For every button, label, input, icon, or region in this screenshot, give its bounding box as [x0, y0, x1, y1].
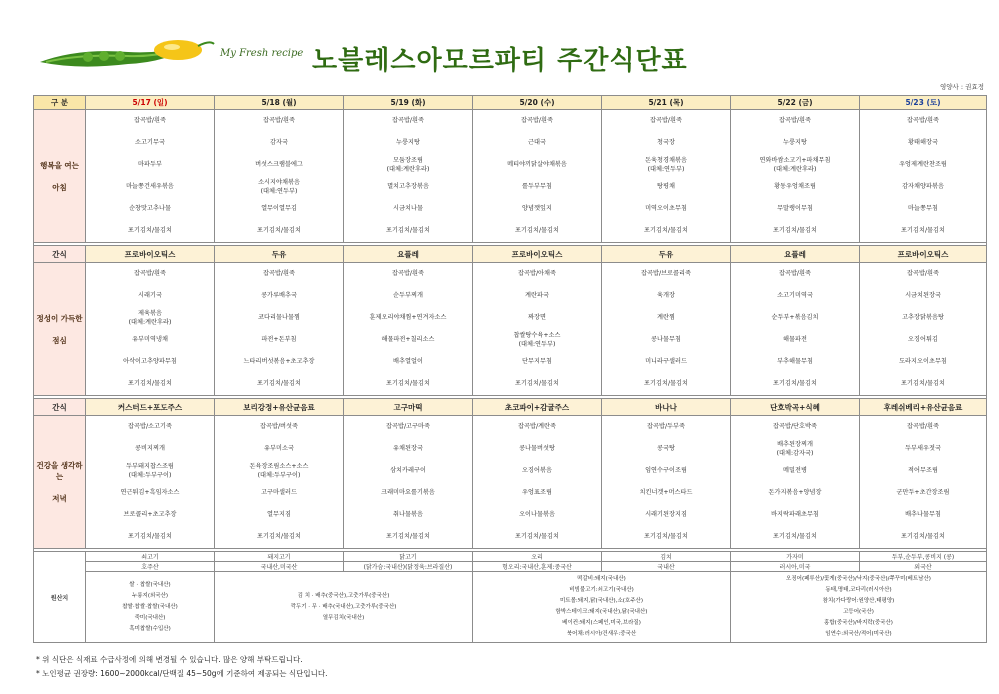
- menu-item: 브로콜리+초고추장: [123, 511, 177, 518]
- menu-item: 포기김치/물김치: [901, 380, 945, 387]
- menu-item: 콩비지찌개: [135, 445, 165, 452]
- menu-item: 크래미마요롤기볶음: [381, 489, 435, 496]
- menu-item: 잡곡밥/흰죽: [521, 117, 553, 124]
- lunch-day-cell: [731, 263, 860, 396]
- menu-item: 배추된장찌개 (대체:감자국): [776, 441, 814, 457]
- afternoon-snack-label: 간식: [34, 399, 86, 416]
- origin-line: 미트볼:돼지,닭(국내산),소(호주산): [559, 598, 643, 604]
- menu-item: 잡곡밥/흰죽: [650, 117, 682, 124]
- origin-line: 흑미찹쌀(수입산): [129, 625, 171, 632]
- menu-item: 군만두+초간장조림: [896, 489, 950, 496]
- snack-item: 프로바이오틱스: [86, 246, 215, 263]
- day-header: 5/17 (일): [86, 96, 215, 110]
- origin-source-row: [34, 562, 987, 572]
- menu-item: 잡곡밥/단호박죽: [773, 423, 817, 430]
- menu-item: 코다리물나물찜: [258, 314, 300, 321]
- menu-item: 콩국탕: [657, 445, 675, 452]
- menu-item: 포기김치/물김치: [386, 380, 430, 387]
- menu-item: 포기김치/물김치: [128, 380, 172, 387]
- menu-item: 돈육청경채볶음 (대체:연두부): [645, 157, 687, 173]
- origin-item-source: 러시아,미국: [731, 562, 860, 572]
- menu-item: 파전+돈부침: [261, 336, 297, 343]
- origin-item-source: 국내산,미국산: [215, 562, 344, 572]
- snack-item: 요플레: [731, 246, 860, 263]
- snack-item: 보리강정+유산균음료: [215, 399, 344, 416]
- origin-line: 홍합(중국산)/바지락(중국산): [824, 620, 893, 626]
- menu-item: 포기김치/물김치: [257, 533, 301, 540]
- menu-item: 잡곡밥/아채죽: [518, 270, 556, 277]
- snack-item: 단호박곡+식혜: [731, 399, 860, 416]
- menu-item: 마파두부: [138, 161, 162, 168]
- breakfast-day-cell: [473, 110, 602, 243]
- day-header-row: [34, 96, 987, 110]
- menu-item: 양념깻잎지: [522, 205, 552, 212]
- origin-line: 비빔불고기:쇠고기(국내산): [569, 587, 634, 593]
- origin-detail-cell: [473, 572, 731, 643]
- menu-item: 잡곡밥/흰죽: [779, 270, 811, 277]
- origin-line: 쌀 · 찹쌀(국내산): [129, 581, 171, 588]
- menu-item: 감자국: [270, 139, 288, 146]
- menu-item: 고구마샐러드: [261, 489, 297, 496]
- origin-item-name: 쇠고기: [86, 552, 215, 562]
- menu-item: 시금치된장국: [905, 292, 941, 299]
- breakfast-day-cell: [860, 110, 987, 243]
- dietitian-name: 영양사 : 권효정: [940, 83, 984, 91]
- menu-item: 돈육장조림소스+소스 (대체:두부구이): [249, 463, 309, 479]
- origin-line: 동태,명태,코다리(러시아산): [825, 587, 892, 593]
- menu-item: 포기김치/물김치: [386, 227, 430, 234]
- menu-item: 시금치나물: [393, 205, 423, 212]
- menu-item: 오징어볶음: [522, 467, 552, 474]
- snack-item: 요플레: [344, 246, 473, 263]
- menu-item: 무말랭이무침: [777, 205, 813, 212]
- menu-item: 삼치카레구이: [390, 467, 426, 474]
- menu-item: 잡곡밥/버섯죽: [260, 423, 298, 430]
- menu-item: 배추나물무침: [905, 511, 941, 518]
- menu-item: 잡곡밥/흰죽: [134, 117, 166, 124]
- menu-item: 포기김치/물김치: [773, 380, 817, 387]
- lunch-label: 정성이 가득한 점심: [34, 263, 86, 396]
- menu-item: 열무지짐: [267, 511, 291, 518]
- breakfast-day-cell: [731, 110, 860, 243]
- breakfast-day-cell: [602, 110, 731, 243]
- snack-item: 후레쉬베리+유산균음료: [860, 399, 987, 416]
- menu-item: 단무지무침: [522, 358, 552, 365]
- menu-item: 포기김치/물김치: [515, 380, 559, 387]
- menu-item: 포기김치/물김치: [128, 227, 172, 234]
- menu-item: 소고기무국: [135, 139, 165, 146]
- menu-item: 치킨너겟+머스타드: [639, 489, 693, 496]
- origin-item-source: 헝오리:국내산,훈제:중국산: [473, 562, 602, 572]
- origin-line: 찹쌀·찹쌀·찹쌀(국내산): [122, 603, 178, 610]
- menu-item: 버섯스크램블에그: [255, 161, 303, 168]
- origin-line: 베이컨:돼지(스페인,미국,브라질): [562, 620, 641, 626]
- dinner-label: 건강을 생각하는 저녁: [34, 416, 86, 549]
- snack-item: 바나나: [602, 399, 731, 416]
- menu-item: 콩나물무침: [651, 336, 681, 343]
- peapod-logo-icon: [38, 40, 216, 70]
- menu-item: 시래기국: [138, 292, 162, 299]
- dinner-row: [34, 416, 987, 549]
- origin-line: 고등어(국산): [843, 609, 874, 615]
- menu-item: 연근튀김+흑임자소스: [120, 489, 180, 496]
- morning-snack-label: 간식: [34, 246, 86, 263]
- menu-item: 포기김치/물김치: [773, 227, 817, 234]
- origin-item-source: 호주산: [86, 562, 215, 572]
- menu-item: 포기김치/물김치: [128, 533, 172, 540]
- origin-line: 북어채:러시아/건새우:중국산: [566, 631, 637, 637]
- menu-item: 찹쌀탕수육+소스 (대체:연두부): [513, 332, 561, 348]
- menu-item: 두부새우젓국: [905, 445, 941, 452]
- lunch-day-cell: [860, 263, 987, 396]
- menu-item: 도라지오이초무침: [899, 358, 947, 365]
- menu-item: 잡곡밥/흰죽: [263, 270, 295, 277]
- origin-item-name: 오리: [473, 552, 602, 562]
- menu-item: 포기김치/물김치: [773, 533, 817, 540]
- menu-item: 바지락파래초무침: [771, 511, 819, 518]
- page-title: 노블레스아모르파티 주간식단표: [312, 46, 688, 76]
- brand-text: My Fresh recipe: [220, 48, 304, 59]
- menu-item: 포기김치/물김치: [515, 533, 559, 540]
- menu-item: 적어무조림: [908, 467, 938, 474]
- note-line: * 위 식단은 식재료 수급사정에 의해 변경될 수 있습니다. 많은 양해 부탁드립니다.: [36, 655, 303, 664]
- menu-item: 부추해물무침: [777, 358, 813, 365]
- menu-item: 황태해장국: [908, 139, 938, 146]
- menu-item: 포기김치/물김치: [901, 227, 945, 234]
- menu-item: 누룽지탕: [783, 139, 807, 146]
- menu-item: 순창맛고추나물: [129, 205, 171, 212]
- lunch-day-cell: [344, 263, 473, 396]
- origin-label: 원산지: [34, 552, 86, 643]
- menu-item: 잡곡밥/흰죽: [907, 270, 939, 277]
- menu-item: 모둠장조림 (대체:계란후라): [386, 157, 430, 173]
- dinner-day-cell: [344, 416, 473, 549]
- menu-item: 잡곡밥/흰죽: [907, 423, 939, 430]
- origin-item-name: 두부,순두부,콩비지 (콩): [860, 552, 987, 562]
- weekly-menu-table: [33, 95, 987, 643]
- menu-item: 잡곡밥/계란죽: [518, 423, 556, 430]
- day-header: 5/18 (월): [215, 96, 344, 110]
- day-header: 5/22 (금): [731, 96, 860, 110]
- menu-item: 포기김치/물김치: [644, 380, 688, 387]
- snack-item: 프로바이오틱스: [473, 246, 602, 263]
- menu-item: 짜장면: [528, 314, 546, 321]
- origin-line: 죽미(국내산): [134, 614, 166, 621]
- dinner-day-cell: [602, 416, 731, 549]
- menu-item: 제육볶음 (대체:계란후라): [128, 310, 172, 326]
- menu-item: 근대국: [528, 139, 546, 146]
- origin-line: 누룽지(외국산): [131, 592, 169, 599]
- menu-item: 유부미소국: [264, 445, 294, 452]
- menu-item: 멸치고추장볶음: [387, 183, 429, 190]
- menu-item: 잡곡밥/흰죽: [779, 117, 811, 124]
- morning-snack-row: [34, 246, 987, 263]
- day-header: 5/21 (목): [602, 96, 731, 110]
- menu-item: 시래기된장지짐: [645, 511, 687, 518]
- origin-detail-row: [34, 572, 987, 643]
- menu-item: 해물파전+칠리소스: [381, 336, 435, 343]
- menu-item: 돈가지볶음+양념장: [768, 489, 822, 496]
- menu-item: 순두부찌개: [393, 292, 423, 299]
- menu-item: 잡곡밥/흰죽: [907, 117, 939, 124]
- menu-item: 메티야끼닭살야채볶음: [507, 161, 567, 168]
- breakfast-day-cell: [344, 110, 473, 243]
- menu-item: 느타리버섯볶음+초고추장: [243, 358, 315, 365]
- menu-item: 고추장닭볶음탕: [902, 314, 944, 321]
- menu-item: 잡곡밥/흰죽: [392, 270, 424, 277]
- menu-item: 오징어튀김: [908, 336, 938, 343]
- menu-item: 포기김치/물김치: [257, 227, 301, 234]
- lunch-day-cell: [602, 263, 731, 396]
- snack-item: 초코파이+감귤주스: [473, 399, 602, 416]
- menu-item: 소시지야채볶음 (대체:연두부): [258, 179, 300, 195]
- menu-item: 포기김치/물김치: [644, 533, 688, 540]
- snack-item: 고구마떡: [344, 399, 473, 416]
- menu-item: 두부돼지찹스조림 (대체:두부구이): [126, 463, 174, 479]
- dinner-day-cell: [473, 416, 602, 549]
- menu-item: 잡곡밥/브로콜리죽: [641, 270, 691, 277]
- menu-item: 황동우엉채조림: [774, 183, 816, 190]
- origin-line: 김 치 · 배추(중국산),고춧가루(중국산): [297, 592, 390, 599]
- page-header: [0, 0, 999, 91]
- day-header: 5/20 (수): [473, 96, 602, 110]
- origin-line: 참치(가다랑어:원양산,태평양): [822, 598, 895, 604]
- origin-line: 함박스테이크:돼지(국내산),닭(국내산): [555, 609, 648, 615]
- menu-item: 잡곡밥/소고기죽: [128, 423, 172, 430]
- origin-item-name: 돼지고기: [215, 552, 344, 562]
- menu-item: 열무이열무김: [261, 205, 297, 212]
- day-header: 5/19 (화): [344, 96, 473, 110]
- day-header: 5/23 (토): [860, 96, 987, 110]
- origin-line: 열무김치(국내산): [322, 614, 365, 621]
- menu-item: 포기김치/물김치: [515, 227, 559, 234]
- menu-item: 육개장: [657, 292, 675, 299]
- footnotes: [36, 653, 328, 681]
- origin-item-source: 국내산: [602, 562, 731, 572]
- snack-item: 프로바이오틱스: [860, 246, 987, 263]
- menu-item: 롤두부무침: [522, 183, 552, 190]
- menu-item: 마늘쫑건새우볶음: [126, 183, 174, 190]
- menu-item: 소고기미역국: [777, 292, 813, 299]
- origin-line: 깍두기 · 무 · 배추(국내산),고춧가루(중국산): [290, 603, 397, 610]
- menu-item: 연와바쌈소고기+파채무침 (대체:계란후라): [759, 157, 831, 173]
- menu-item: 취나물볶음: [393, 511, 423, 518]
- dinner-day-cell: [731, 416, 860, 549]
- origin-detail-cell: [215, 572, 473, 643]
- origin-detail-cell: [731, 572, 987, 643]
- menu-item: 메밀전병: [783, 467, 807, 474]
- menu-item: 감자채양파볶음: [902, 183, 944, 190]
- lunch-day-cell: [215, 263, 344, 396]
- menu-item: 유채된장국: [393, 445, 423, 452]
- menu-item: 해물파전: [783, 336, 807, 343]
- snack-item: 커스터드+포도주스: [86, 399, 215, 416]
- menu-item: 임연수구이조림: [645, 467, 687, 474]
- snack-item: 두유: [215, 246, 344, 263]
- lunch-day-cell: [86, 263, 215, 396]
- menu-item: 포기김치/물김치: [901, 533, 945, 540]
- menu-item: 포기김치/물김치: [257, 380, 301, 387]
- breakfast-day-cell: [215, 110, 344, 243]
- breakfast-label: 행복을 여는 아침: [34, 110, 86, 243]
- lunch-day-cell: [473, 263, 602, 396]
- lunch-row: [34, 263, 987, 396]
- gubun-header: 구 분: [34, 96, 86, 110]
- breakfast-row: [34, 110, 987, 243]
- menu-item: 유부미역냉채: [132, 336, 168, 343]
- origin-line: 오징어(페루산)/꽃게(중국산)/낙지(중국산)/쭈꾸미(베트남산): [786, 576, 931, 582]
- menu-item: 아삭이고추양파무침: [123, 358, 177, 365]
- afternoon-snack-row: [34, 399, 987, 416]
- menu-item: 잡곡밥/두부죽: [647, 423, 685, 430]
- menu-item: 오이나물볶음: [519, 511, 555, 518]
- origin-line: 떡갈비:돼지(국내산): [577, 576, 626, 582]
- menu-item: 배추열얼이: [393, 358, 423, 365]
- menu-item: 계란찜: [657, 314, 675, 321]
- menu-item: 잡곡밥/고구마죽: [386, 423, 430, 430]
- origin-item-name: 김치: [602, 552, 731, 562]
- menu-item: 우엉제계란찬조림: [899, 161, 947, 168]
- origin-name-row: [34, 552, 987, 562]
- menu-item: 콩나물버섯탕: [519, 445, 555, 452]
- breakfast-day-cell: [86, 110, 215, 243]
- menu-item: 탕평채: [657, 183, 675, 190]
- dinner-day-cell: [215, 416, 344, 549]
- menu-item: 포기김치/물김치: [644, 227, 688, 234]
- menu-item: 잡곡밥/흰죽: [134, 270, 166, 277]
- menu-item: 훈제오리야채찜+연겨자소스: [369, 314, 447, 321]
- menu-item: 누룽지탕: [396, 139, 420, 146]
- note-line: * 노인평균 권장량: 1600~2000kcal/단백질 45~50g에 기준하여 제공되는 식단입니다.: [36, 669, 328, 678]
- origin-item-name: 가자미: [731, 552, 860, 562]
- menu-item: 우엉표조림: [522, 489, 552, 496]
- origin-line: 임연수:외국산/적어(미국산): [825, 631, 892, 637]
- menu-item: 미역오이초무침: [645, 205, 687, 212]
- menu-item: 포기김치/물김치: [386, 533, 430, 540]
- menu-item: 잡곡밥/흰죽: [392, 117, 424, 124]
- menu-item: 잡곡밥/흰죽: [263, 117, 295, 124]
- dinner-day-cell: [860, 416, 987, 549]
- menu-item: 콩가루배추국: [261, 292, 297, 299]
- menu-item: 마늘쫑무침: [908, 205, 938, 212]
- dinner-day-cell: [86, 416, 215, 549]
- menu-item: 미니라구샐러드: [645, 358, 687, 365]
- origin-item-source: 외국산: [860, 562, 987, 572]
- menu-item: 계란파국: [525, 292, 549, 299]
- menu-item: 청국장: [657, 139, 675, 146]
- origin-item-name: 닭고기: [344, 552, 473, 562]
- origin-detail-cell: [86, 572, 215, 643]
- origin-item-source: (닭가슴:국내산)(닭정육:브라질산): [344, 562, 473, 572]
- menu-item: 순두부+볶음김치: [771, 314, 819, 321]
- snack-item: 두유: [602, 246, 731, 263]
